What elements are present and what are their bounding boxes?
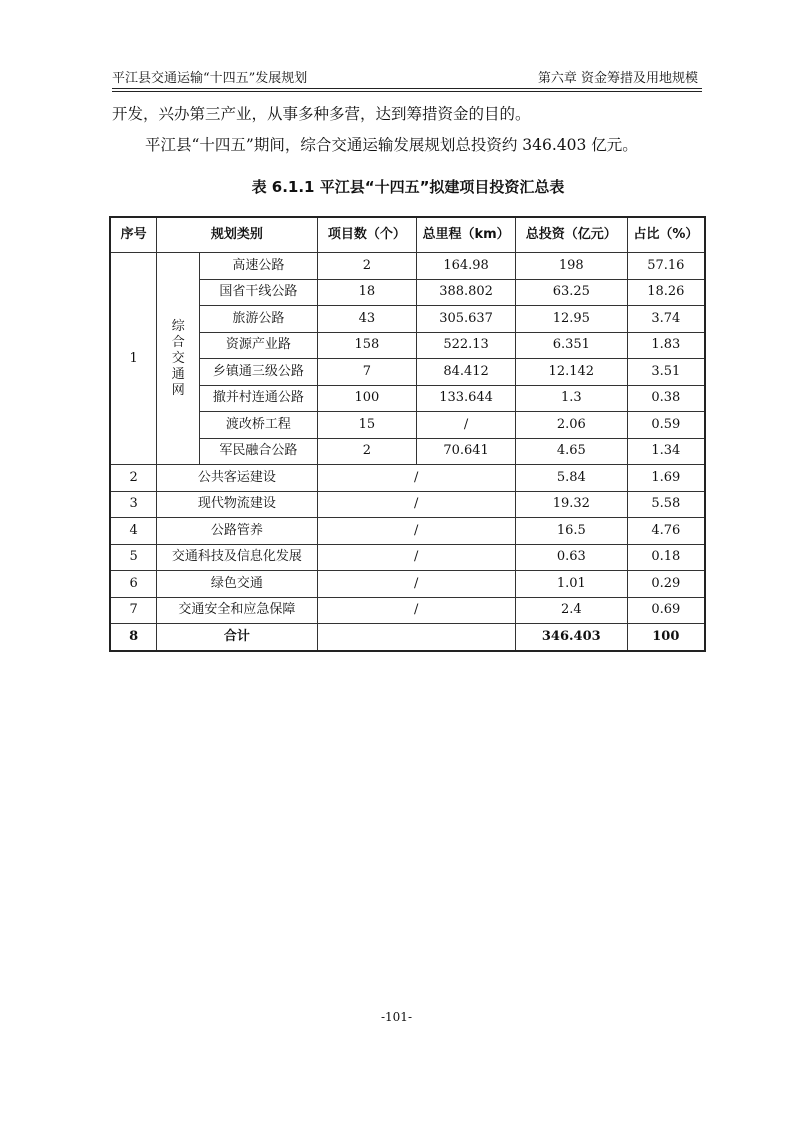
- cell-mileage: 388.802: [417, 279, 516, 306]
- table-row: [110, 279, 705, 306]
- cell-count: 7: [317, 359, 417, 386]
- cell-share: 0.69: [627, 597, 705, 624]
- cell-na: /: [317, 518, 515, 545]
- cell-count: 18: [317, 279, 417, 306]
- paragraph-1: 开发，兴办第三产业，从事多种多营，达到筹措资金的目的。: [112, 105, 531, 123]
- cell-investment: 16.5: [515, 518, 627, 545]
- cell-name: 公路管养: [157, 518, 317, 545]
- table-row: [110, 385, 705, 412]
- row-no: 6: [110, 571, 157, 598]
- cell-name: 渡改桥工程: [200, 412, 317, 439]
- group-category-char: 综: [171, 318, 185, 334]
- cell-share: 3.74: [627, 306, 705, 333]
- header-rule-thin: [112, 91, 702, 92]
- cell-count: 2: [317, 253, 417, 280]
- row-no: 1: [110, 253, 157, 465]
- cell-share: 1.34: [627, 438, 705, 465]
- header-no: 序号: [110, 217, 157, 253]
- cell-na: /: [317, 491, 515, 518]
- row-no: 7: [110, 597, 157, 624]
- cell-mileage: 305.637: [417, 306, 516, 333]
- cell-investment: 0.63: [515, 544, 627, 571]
- cell-name: 公共客运建设: [157, 465, 317, 492]
- cell-investment: 1.3: [515, 385, 627, 412]
- table-row: [110, 253, 705, 280]
- cell-investment: 2.4: [515, 597, 627, 624]
- cell-name: 高速公路: [200, 253, 317, 280]
- cell-investment: 2.06: [515, 412, 627, 439]
- cell-share: 1.83: [627, 332, 705, 359]
- table-row: [110, 571, 705, 598]
- total-empty: [317, 624, 515, 651]
- group-category-char: 通: [171, 366, 185, 382]
- cell-name: 撤并村连通公路: [200, 385, 317, 412]
- table-row: [110, 465, 705, 492]
- cell-investment: 5.84: [515, 465, 627, 492]
- cell-count: 100: [317, 385, 417, 412]
- cell-share: 3.51: [627, 359, 705, 386]
- cell-investment: 4.65: [515, 438, 627, 465]
- group-category: [157, 253, 200, 465]
- cell-share: 0.29: [627, 571, 705, 598]
- group-category-char: 交: [171, 350, 185, 366]
- cell-share: 1.69: [627, 465, 705, 492]
- cell-share: 5.58: [627, 491, 705, 518]
- cell-count: 2: [317, 438, 417, 465]
- header-share: 占比（%）: [627, 217, 705, 253]
- header-category: 规划类别: [157, 217, 317, 253]
- cell-name: 资源产业路: [200, 332, 317, 359]
- group-category-char: 合: [171, 334, 185, 350]
- row-no: 3: [110, 491, 157, 518]
- cell-name: 军民融合公路: [200, 438, 317, 465]
- total-share: 100: [627, 624, 705, 651]
- cell-investment: 12.142: [515, 359, 627, 386]
- page-number: -101-: [380, 1010, 412, 1024]
- cell-share: 18.26: [627, 279, 705, 306]
- cell-count: 43: [317, 306, 417, 333]
- cell-mileage: 70.641: [417, 438, 516, 465]
- table-row: [110, 597, 705, 624]
- cell-count: 15: [317, 412, 417, 439]
- cell-na: /: [317, 465, 515, 492]
- header-document-title: 平江县交通运输“十四五”发展规划: [112, 71, 308, 86]
- header-chapter-title: 第六章 资金筹措及用地规模: [537, 71, 698, 86]
- cell-investment: 198: [515, 253, 627, 280]
- total-label: 合计: [157, 624, 317, 651]
- cell-name: 交通科技及信息化发展: [157, 544, 317, 571]
- cell-investment: 12.95: [515, 306, 627, 333]
- cell-share: 0.38: [627, 385, 705, 412]
- row-no: 5: [110, 544, 157, 571]
- row-no: 2: [110, 465, 157, 492]
- header-investment: 总投资（亿元）: [515, 217, 627, 253]
- table-row: [110, 359, 705, 386]
- group-category-char: 网: [171, 382, 185, 398]
- cell-name: 旅游公路: [200, 306, 317, 333]
- cell-investment: 63.25: [515, 279, 627, 306]
- table-row: [110, 438, 705, 465]
- table-row: [110, 412, 705, 439]
- paragraph-2: 平江县“十四五”期间，综合交通运输发展规划总投资约 346.403 亿元。: [145, 136, 638, 154]
- table-row: [110, 306, 705, 333]
- cell-count: 158: [317, 332, 417, 359]
- table-row: [110, 518, 705, 545]
- cell-mileage: 164.98: [417, 253, 516, 280]
- cell-mileage: /: [417, 412, 516, 439]
- cell-investment: 19.32: [515, 491, 627, 518]
- table-header-row: [110, 217, 705, 253]
- total-investment: 346.403: [515, 624, 627, 651]
- cell-share: 0.18: [627, 544, 705, 571]
- header-mileage: 总里程（km）: [417, 217, 516, 253]
- cell-investment: 6.351: [515, 332, 627, 359]
- table-row: [110, 332, 705, 359]
- cell-share: 0.59: [627, 412, 705, 439]
- cell-na: /: [317, 571, 515, 598]
- header-rule: [112, 88, 702, 89]
- cell-name: 绿色交通: [157, 571, 317, 598]
- cell-mileage: 522.13: [417, 332, 516, 359]
- cell-mileage: 84.412: [417, 359, 516, 386]
- header-count: 项目数（个）: [317, 217, 417, 253]
- total-no: 8: [110, 624, 157, 651]
- table-title: 表 6.1.1 平江县“十四五”拟建项目投资汇总表: [251, 178, 565, 196]
- cell-share: 4.76: [627, 518, 705, 545]
- cell-name: 国省干线公路: [200, 279, 317, 306]
- cell-name: 交通安全和应急保障: [157, 597, 317, 624]
- table-row: [110, 491, 705, 518]
- cell-investment: 1.01: [515, 571, 627, 598]
- cell-na: /: [317, 597, 515, 624]
- cell-name: 乡镇通三级公路: [200, 359, 317, 386]
- table-row: [110, 544, 705, 571]
- page-header: [112, 67, 698, 89]
- table-total-row: [110, 624, 705, 651]
- cell-name: 现代物流建设: [157, 491, 317, 518]
- cell-share: 57.16: [627, 253, 705, 280]
- cell-mileage: 133.644: [417, 385, 516, 412]
- row-no: 4: [110, 518, 157, 545]
- investment-table: [109, 216, 706, 652]
- cell-na: /: [317, 544, 515, 571]
